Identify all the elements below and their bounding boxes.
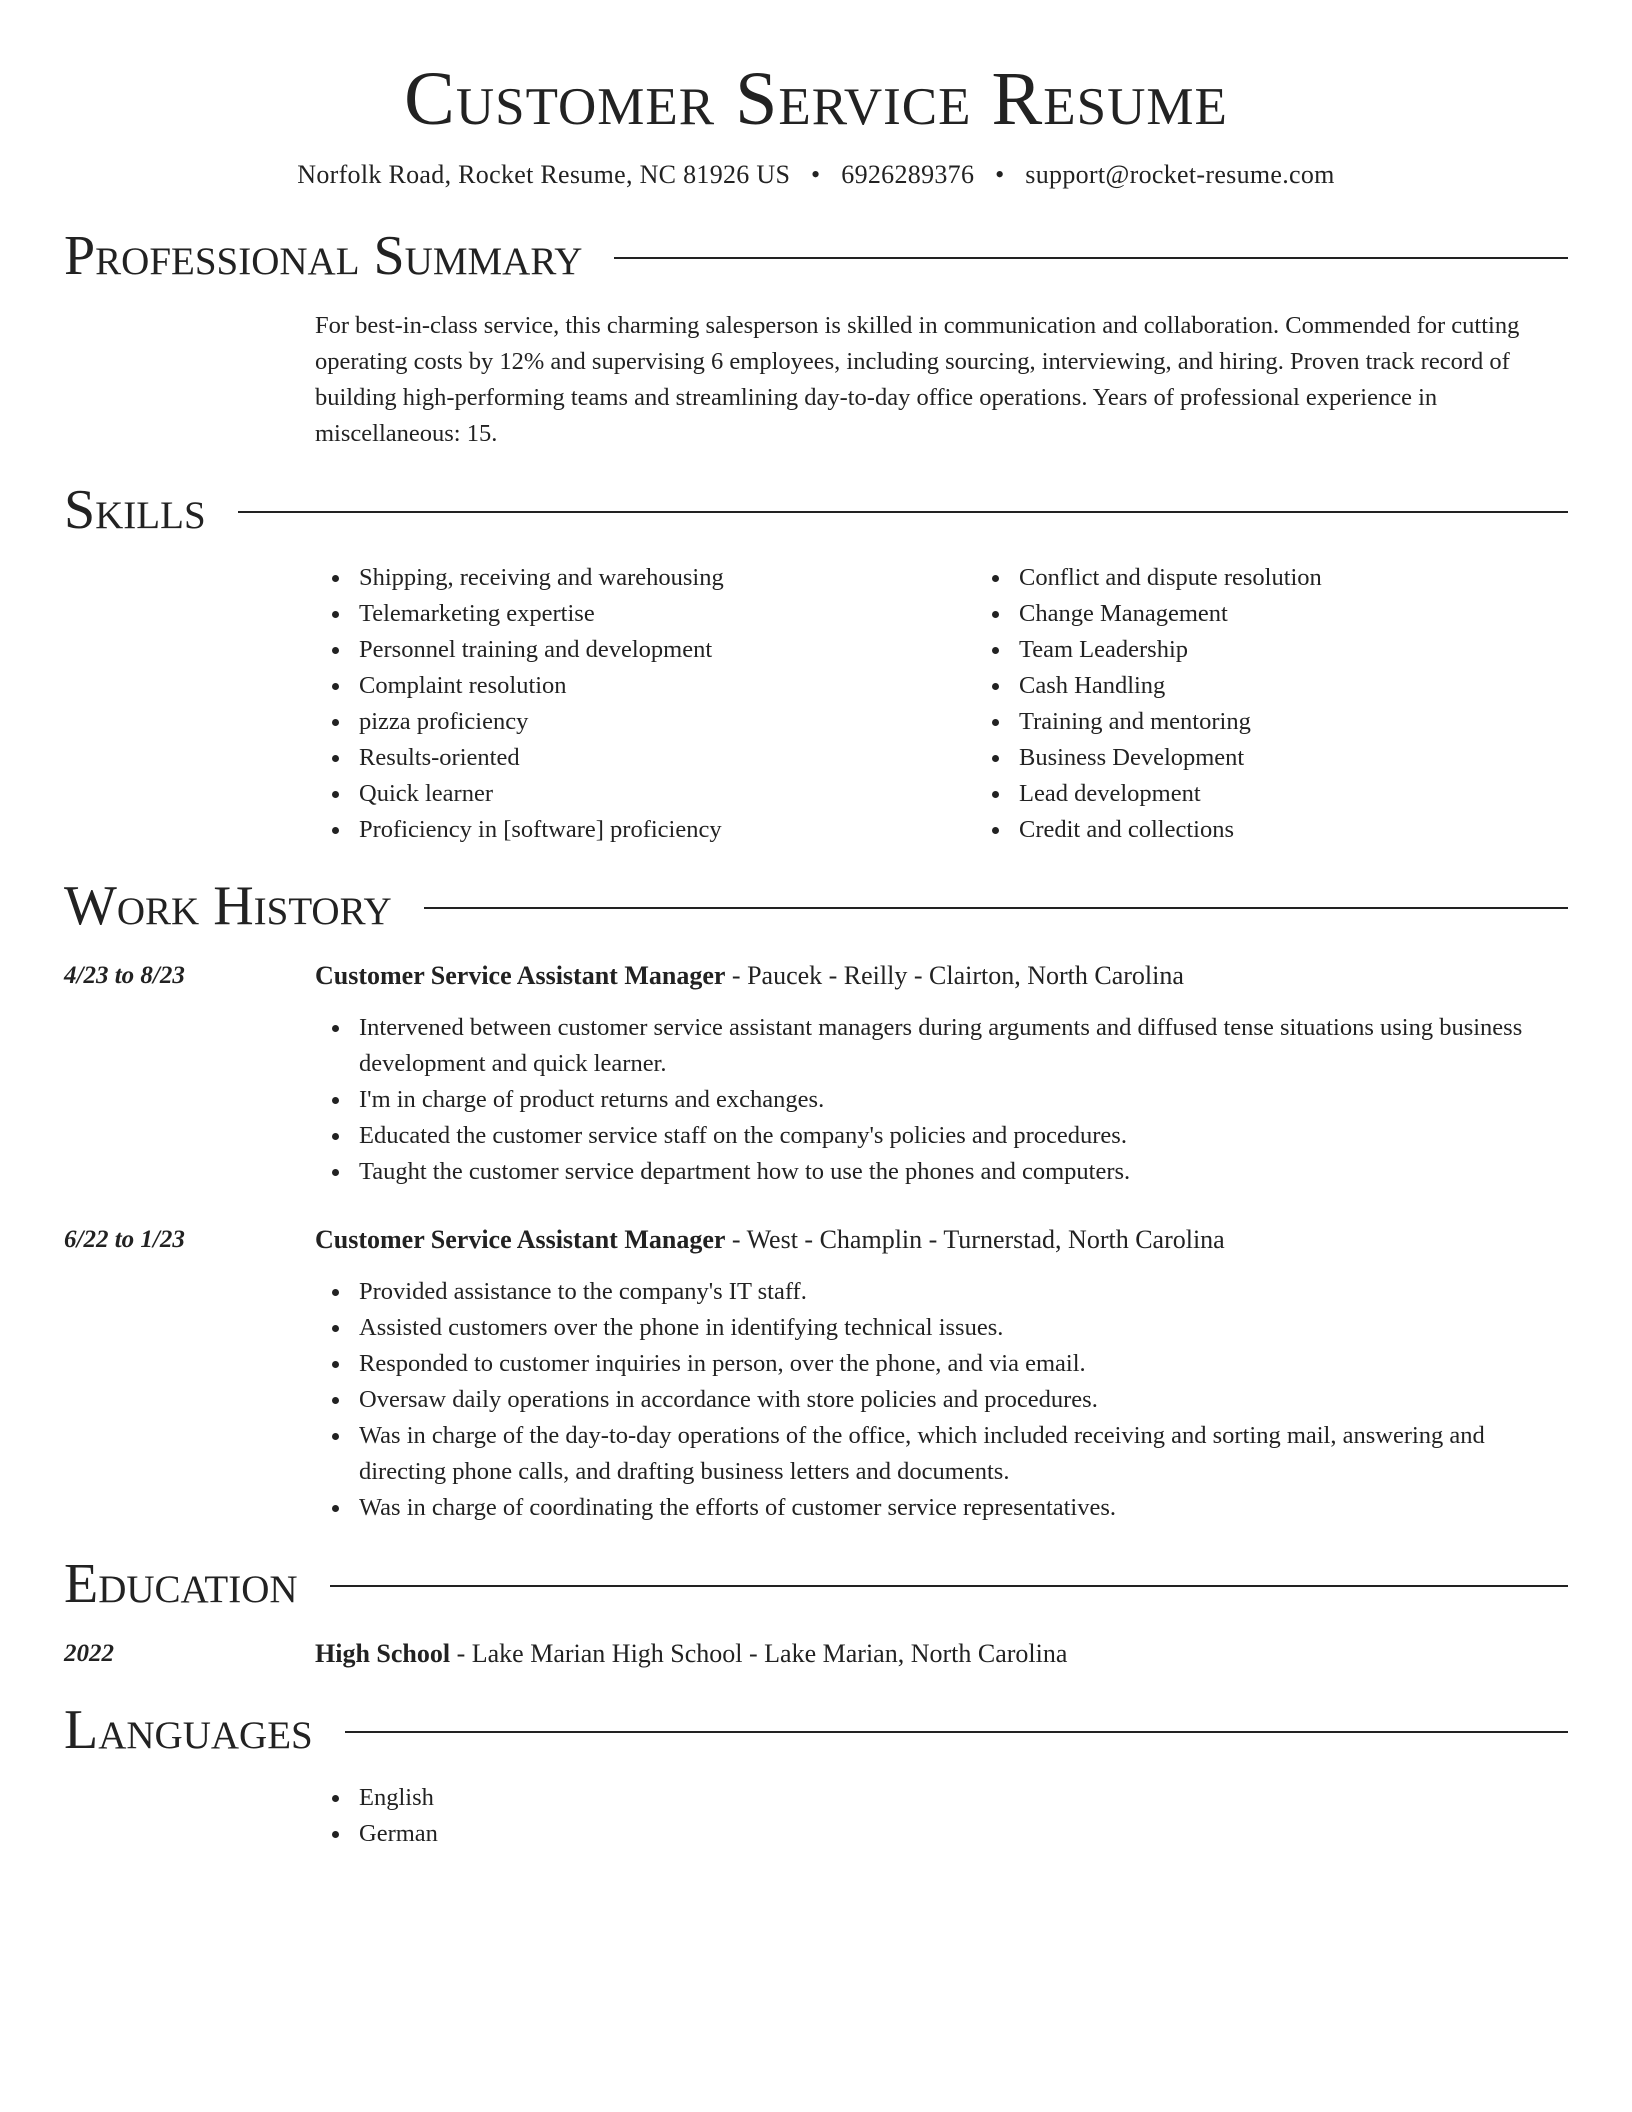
skills-section <box>64 478 1568 848</box>
skill-item: Lead development <box>1019 776 1568 812</box>
skill-item: Business Development <box>1019 740 1568 776</box>
summary-heading: Professional Summary <box>64 224 583 287</box>
contact-address: Norfolk Road, Rocket Resume, NC 81926 US <box>297 159 791 189</box>
skills-heading: Skills <box>64 478 206 541</box>
skills-header <box>64 478 1568 541</box>
skill-item: Team Leadership <box>1019 632 1568 668</box>
education-year: 2022 <box>64 1639 114 1667</box>
job-dates: 4/23 to 8/23 <box>64 961 185 989</box>
skill-item: Proficiency in [software] proficiency <box>359 812 975 848</box>
education-heading: Education <box>64 1552 298 1615</box>
job-entry <box>64 958 1568 1190</box>
summary-text: For best-in-class service, this charming salesperson is skilled in communication and collaboration. Commended for cutting operating costs by 12% and supervising 6 employees, including sourcing, interviewing, and hiring. Proven track record of building high-performing teams and streamlining day-to-day office operations. Years of professional experience in miscellaneous: 15. <box>315 311 1520 447</box>
education-degree: High School <box>315 1638 451 1668</box>
section-divider <box>345 1731 1568 1733</box>
job-title: Customer Service Assistant Manager <box>315 960 726 990</box>
skill-item: Shipping, receiving and warehousing <box>359 560 975 596</box>
job-duty-item: Oversaw daily operations in accordance with store policies and procedures. <box>359 1382 1568 1418</box>
education-body <box>315 1636 1568 1672</box>
job-heading <box>315 1222 1568 1258</box>
skill-item: Cash Handling <box>1019 668 1568 704</box>
job-dates: 6/22 to 1/23 <box>64 1225 185 1253</box>
job-duty-item: Provided assistance to the company's IT staff. <box>359 1274 1568 1310</box>
job-duties <box>315 1010 1568 1190</box>
skill-item: Credit and collections <box>1019 812 1568 848</box>
job-employer: - West - Champlin - Turnerstad, North Carolina <box>731 1224 1225 1254</box>
skill-item: Quick learner <box>359 776 975 812</box>
contact-phone: 6926289376 <box>841 159 975 189</box>
languages-heading: Languages <box>64 1698 313 1761</box>
skill-item: Telemarketing expertise <box>359 596 975 632</box>
education-heading-line <box>315 1636 1568 1672</box>
skill-item: Results-oriented <box>359 740 975 776</box>
section-divider <box>424 907 1568 909</box>
job-title: Customer Service Assistant Manager <box>315 1224 726 1254</box>
job-body <box>315 1222 1568 1526</box>
section-divider <box>330 1585 1568 1587</box>
job-duty-item: Educated the customer service staff on the company's policies and procedures. <box>359 1118 1568 1154</box>
language-item: English <box>359 1780 1568 1816</box>
job-body <box>315 958 1568 1190</box>
resume-title: Customer Service Resume <box>404 57 1228 141</box>
job-duty-item: Responded to customer inquiries in person, over the phone, and via email. <box>359 1346 1568 1382</box>
contact-separator: • <box>995 159 1005 189</box>
education-entry <box>64 1636 1568 1672</box>
language-item: German <box>359 1816 1568 1852</box>
skill-item: Training and mentoring <box>1019 704 1568 740</box>
summary-section <box>64 224 1568 452</box>
education-header <box>64 1552 1568 1615</box>
contact-line <box>64 160 1568 190</box>
work-history-header <box>64 874 1568 937</box>
job-duty-item: Was in charge of coordinating the efforts of customer service representatives. <box>359 1490 1568 1526</box>
skill-item: Personnel training and development <box>359 632 975 668</box>
section-divider <box>614 257 1568 259</box>
languages-section <box>64 1698 1568 1852</box>
contact-email: support@rocket-resume.com <box>1025 159 1335 189</box>
languages-list <box>315 1780 1568 1852</box>
skill-item: Conflict and dispute resolution <box>1019 560 1568 596</box>
summary-header <box>64 224 1568 287</box>
skills-grid <box>315 560 1568 848</box>
skills-column-right <box>975 560 1568 848</box>
contact-separator: • <box>811 159 821 189</box>
job-duty-item: Intervened between customer service assistant managers during arguments and diffused tense situations using business development and quick learner. <box>359 1010 1568 1082</box>
languages-list-wrap <box>315 1780 1568 1852</box>
education-school: - Lake Marian High School - Lake Marian, North Carolina <box>456 1638 1068 1668</box>
education-section <box>64 1552 1568 1672</box>
job-entry <box>64 1222 1568 1526</box>
job-duty-item: Taught the customer service department how to use the phones and computers. <box>359 1154 1568 1190</box>
job-duty-item: Assisted customers over the phone in identifying technical issues. <box>359 1310 1568 1346</box>
job-duties <box>315 1274 1568 1526</box>
skill-item: Change Management <box>1019 596 1568 632</box>
work-history-heading: Work History <box>64 874 392 937</box>
skills-column-left <box>315 560 975 848</box>
work-history-section <box>64 874 1568 1526</box>
job-heading <box>315 958 1568 994</box>
skill-item: Complaint resolution <box>359 668 975 704</box>
skill-item: pizza proficiency <box>359 704 975 740</box>
section-divider <box>238 511 1568 513</box>
languages-header <box>64 1698 1568 1761</box>
job-duty-item: I'm in charge of product returns and exchanges. <box>359 1082 1568 1118</box>
job-duty-item: Was in charge of the day-to-day operations of the office, which included receiving and sorting mail, answering and directing phone calls, and drafting business letters and documents. <box>359 1418 1568 1490</box>
job-employer: - Paucek - Reilly - Clairton, North Carolina <box>731 960 1184 990</box>
